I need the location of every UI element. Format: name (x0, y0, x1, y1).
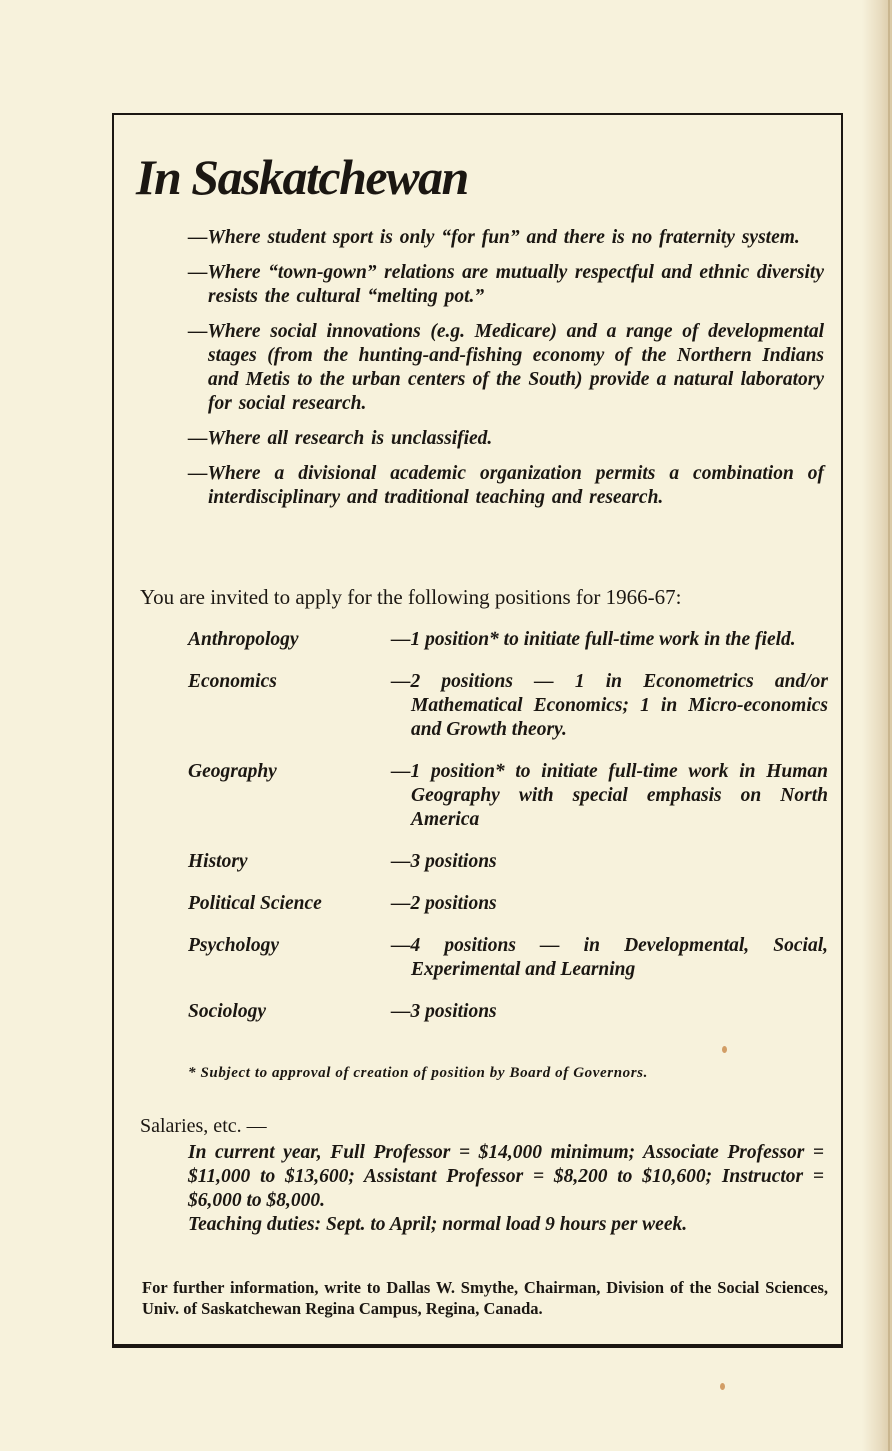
position-description: —4 positions — in Developmental, Social, Experimental and Learning (391, 935, 828, 980)
footnote: * Subject to approval of creation of position by Board of Governors. (188, 1065, 648, 1081)
position-row (188, 850, 828, 874)
position-description: —3 positions (391, 851, 497, 872)
salary-ranges: In current year, Full Professor = $14,000 minimum; Associate Professor = $11,000 to $13,600; Assistant Professor = $8,200 to $10,600; Instructor = $6,000 to $8,000. (188, 1142, 824, 1211)
department-name: Psychology (188, 935, 279, 956)
page-edge-line (888, 0, 890, 1451)
teaching-duties: Teaching duties: Sept. to April; normal load 9 hours per week. (188, 1214, 688, 1235)
department-name: Sociology (188, 1001, 266, 1022)
position-row (188, 892, 828, 916)
invitation-text: You are invited to apply for the following positions for 1966-67: (140, 585, 682, 609)
contact-information: For further information, write to Dallas W. Smythe, Chairman, Division of the Social Sciences, Univ. of Saskatchewan Regina Campus, Regina, Canada. (142, 1278, 828, 1318)
position-description: —2 positions (391, 893, 497, 914)
paper-speck (720, 1383, 725, 1390)
department-name: History (188, 851, 248, 872)
position-description: —2 positions — 1 in Econometrics and/or Mathematical Economics; 1 in Micro-economics and Growth theory. (391, 671, 828, 740)
salaries-details (188, 1141, 824, 1237)
paper-speck (722, 1046, 727, 1053)
position-row (188, 934, 828, 982)
bullet-item: —Where a divisional academic organization permits a combination of interdisciplinary and traditional teaching and research. (188, 463, 824, 508)
position-row (188, 1000, 828, 1024)
positions-list (188, 628, 828, 1042)
position-description: —1 position* to initiate full-time work in the field. (391, 629, 796, 650)
bullet-item: —Where student sport is only “for fun” and there is no fraternity system. (188, 227, 800, 248)
position-description: —1 position* to initiate full-time work in Human Geography with special emphasis on North America (391, 761, 828, 830)
department-name: Political Science (188, 893, 322, 914)
bullet-item: —Where social innovations (e.g. Medicare) and a range of developmental stages (from the hunting-and-fishing economy of the Northern Indians and Metis to the urban centers of the South) provide a natural laboratory for social research. (188, 321, 824, 414)
department-name: Anthropology (188, 629, 299, 650)
feature-bullet-list (188, 226, 824, 521)
bullet-item: —Where “town-gown” relations are mutually respectful and ethnic diversity resists the cultural “melting pot.” (188, 262, 824, 307)
department-name: Geography (188, 761, 277, 782)
bullet-item: —Where all research is unclassified. (188, 428, 493, 449)
position-description: —3 positions (391, 1001, 497, 1022)
position-row (188, 628, 828, 652)
position-row (188, 670, 828, 742)
department-name: Economics (188, 671, 277, 692)
ad-title: In Saskatchewan (136, 149, 468, 205)
salaries-heading: Salaries, etc. — (140, 1115, 267, 1137)
position-row (188, 760, 828, 832)
